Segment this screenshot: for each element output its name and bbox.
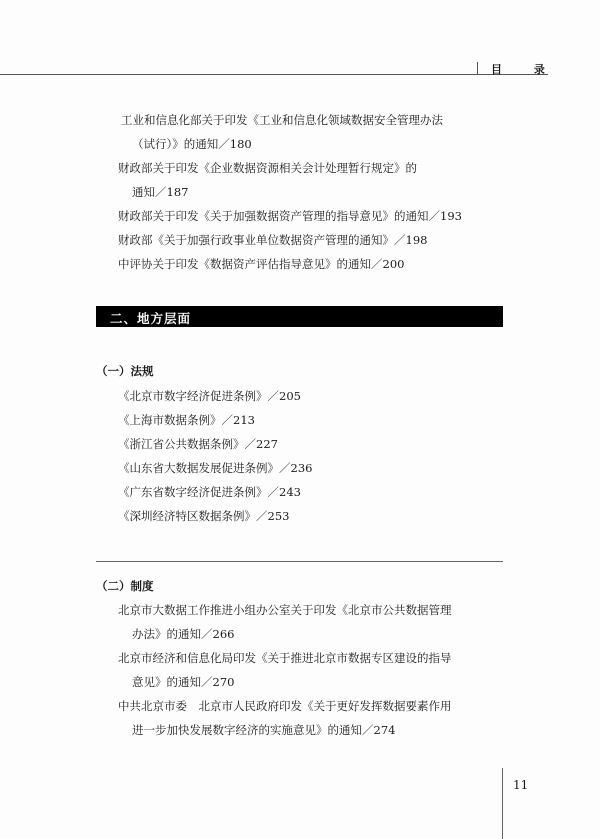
- section-title: 二、地方层面: [110, 311, 192, 326]
- toc-entry[interactable]: 《深圳经济特区数据条例》／253: [118, 509, 290, 523]
- header-tick: [477, 62, 478, 75]
- subsection-heading-systems: （二）制度: [96, 579, 154, 593]
- toc-entry[interactable]: 中评协关于印发《数据资产评估指导意见》的通知／200: [118, 257, 405, 271]
- header-rule: [0, 74, 548, 75]
- toc-entry[interactable]: 工业和信息化部关于印发《工业和信息化领域数据安全管理办法: [121, 113, 443, 127]
- toc-entry[interactable]: 北京市大数据工作推进小组办公室关于印发《北京市公共数据管理: [118, 603, 452, 617]
- section-divider: [96, 561, 503, 562]
- subsection-heading-laws: （一）法规: [96, 364, 154, 378]
- toc-entry[interactable]: 《山东省大数据发展促进条例》／236: [118, 461, 313, 475]
- toc-entry[interactable]: 《浙江省公共数据条例》／227: [118, 437, 278, 451]
- toc-entry-continuation[interactable]: （试行）》的通知／180: [132, 137, 252, 151]
- section-band: [96, 306, 503, 327]
- toc-entry[interactable]: 《上海市数据条例》／213: [118, 413, 255, 427]
- toc-entry-continuation[interactable]: 进一步加快发展数字经济的实施意见》的通知／274: [132, 723, 396, 737]
- toc-entry[interactable]: 《广东省数字经济促进条例》／243: [118, 485, 301, 499]
- toc-entry[interactable]: 北京市经济和信息化局印发《关于推进北京市数据专区建设的指导: [118, 651, 452, 665]
- toc-entry-continuation[interactable]: 办法》的通知／266: [132, 627, 235, 641]
- toc-entry-continuation[interactable]: 意见》的通知／270: [132, 675, 235, 689]
- toc-entry[interactable]: 财政部《关于加强行政事业单位数据资产管理的通知》／198: [118, 233, 428, 247]
- running-header-title: 目 录: [491, 63, 559, 76]
- footer-rule: [502, 768, 503, 839]
- toc-entry[interactable]: 《北京市数字经济促进条例》／205: [118, 389, 301, 403]
- toc-entry[interactable]: 财政部关于印发《企业数据资源相关会计处理暂行规定》的: [118, 161, 417, 175]
- toc-entry[interactable]: 财政部关于印发《关于加强数据资产管理的指导意见》的通知／193: [118, 209, 462, 223]
- toc-entry-continuation[interactable]: 通知／187: [132, 185, 189, 199]
- page-number: 11: [513, 778, 529, 792]
- toc-entry[interactable]: 中共北京市委 北京市人民政府印发《关于更好发挥数据要素作用: [118, 699, 452, 713]
